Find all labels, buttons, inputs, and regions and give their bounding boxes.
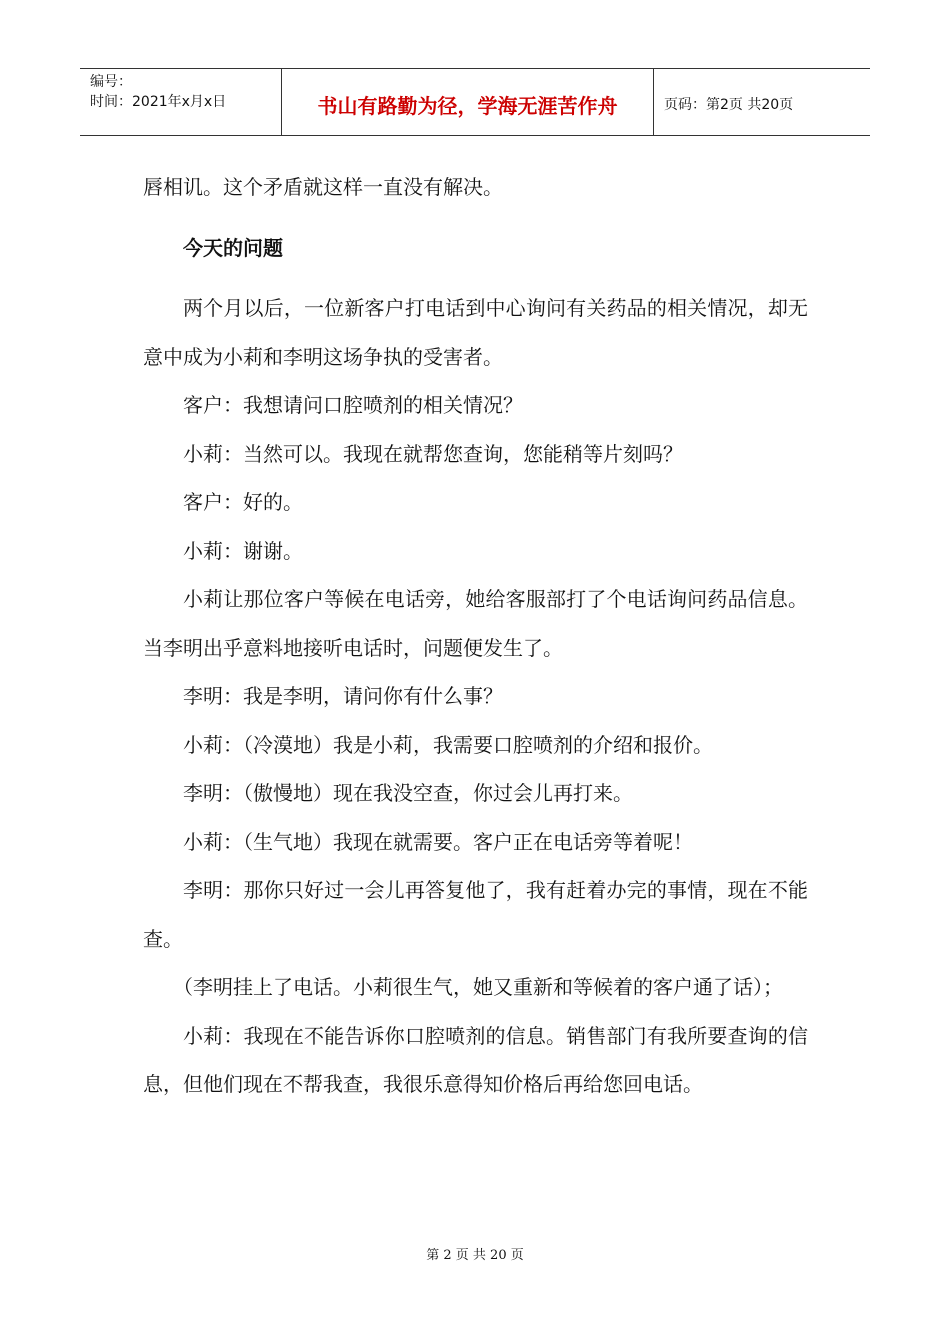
paragraph: 小莉：我现在不能告诉你口腔喷剂的信息。销售部门有我所要查询的信息，但他们现在不帮我查，我很乐意得知价格后再给您回电话。: [143, 1023, 808, 1096]
header-number-label: 编号：: [90, 74, 132, 90]
page-footer: 第 2 页 共 20 页: [426, 1248, 524, 1263]
paragraph: 小莉：谢谢。: [183, 538, 303, 563]
paragraph: 小莉：（生气地）我现在就需要。客户正在电话旁等着呢！: [183, 829, 693, 854]
header-date: 时间：2021年x月x日: [90, 94, 227, 110]
paragraph: 客户：我想请问口腔喷剂的相关情况？: [183, 393, 523, 417]
header-motto: 书山有路勤为径，学海无涯苦作舟: [282, 69, 654, 135]
header-meta: [80, 69, 282, 135]
paragraph: 李明：（傲慢地）现在我没空查，你过会儿再打来。: [183, 781, 633, 805]
document-header: [80, 68, 870, 136]
paragraph: （李明挂上了电话。小莉很生气，她又重新和等候着的客户通了话）；: [173, 975, 783, 999]
paragraph: 客户：好的。: [183, 490, 303, 514]
paragraph: 两个月以后，一位新客户打电话到中心询问有关药品的相关情况，却无意中成为小莉和李明这场争执的受害者。: [143, 296, 808, 369]
header-page-info: 页码：第2页 共20页: [664, 97, 794, 113]
section-heading: 今天的问题: [183, 235, 283, 260]
paragraph: 李明：那你只好过一会儿再答复他了，我有赶着办完的事情，现在不能查。: [143, 878, 808, 951]
paragraph: 唇相讥。这个矛盾就这样一直没有解决。: [143, 175, 503, 199]
document-body: [143, 163, 808, 1109]
paragraph: 李明：我是李明，请问你有什么事？: [183, 684, 503, 708]
paragraph: 小莉：（冷漠地）我是小莉，我需要口腔喷剂的介绍和报价。: [183, 732, 713, 757]
paragraph: 小莉让那位客户等候在电话旁，她给客服部打了个电话询问药品信息。当李明出乎意料地接听电话时，问题便发生了。: [143, 587, 808, 660]
paragraph: 小莉：当然可以。我现在就帮您查询，您能稍等片刻吗？: [183, 441, 683, 466]
